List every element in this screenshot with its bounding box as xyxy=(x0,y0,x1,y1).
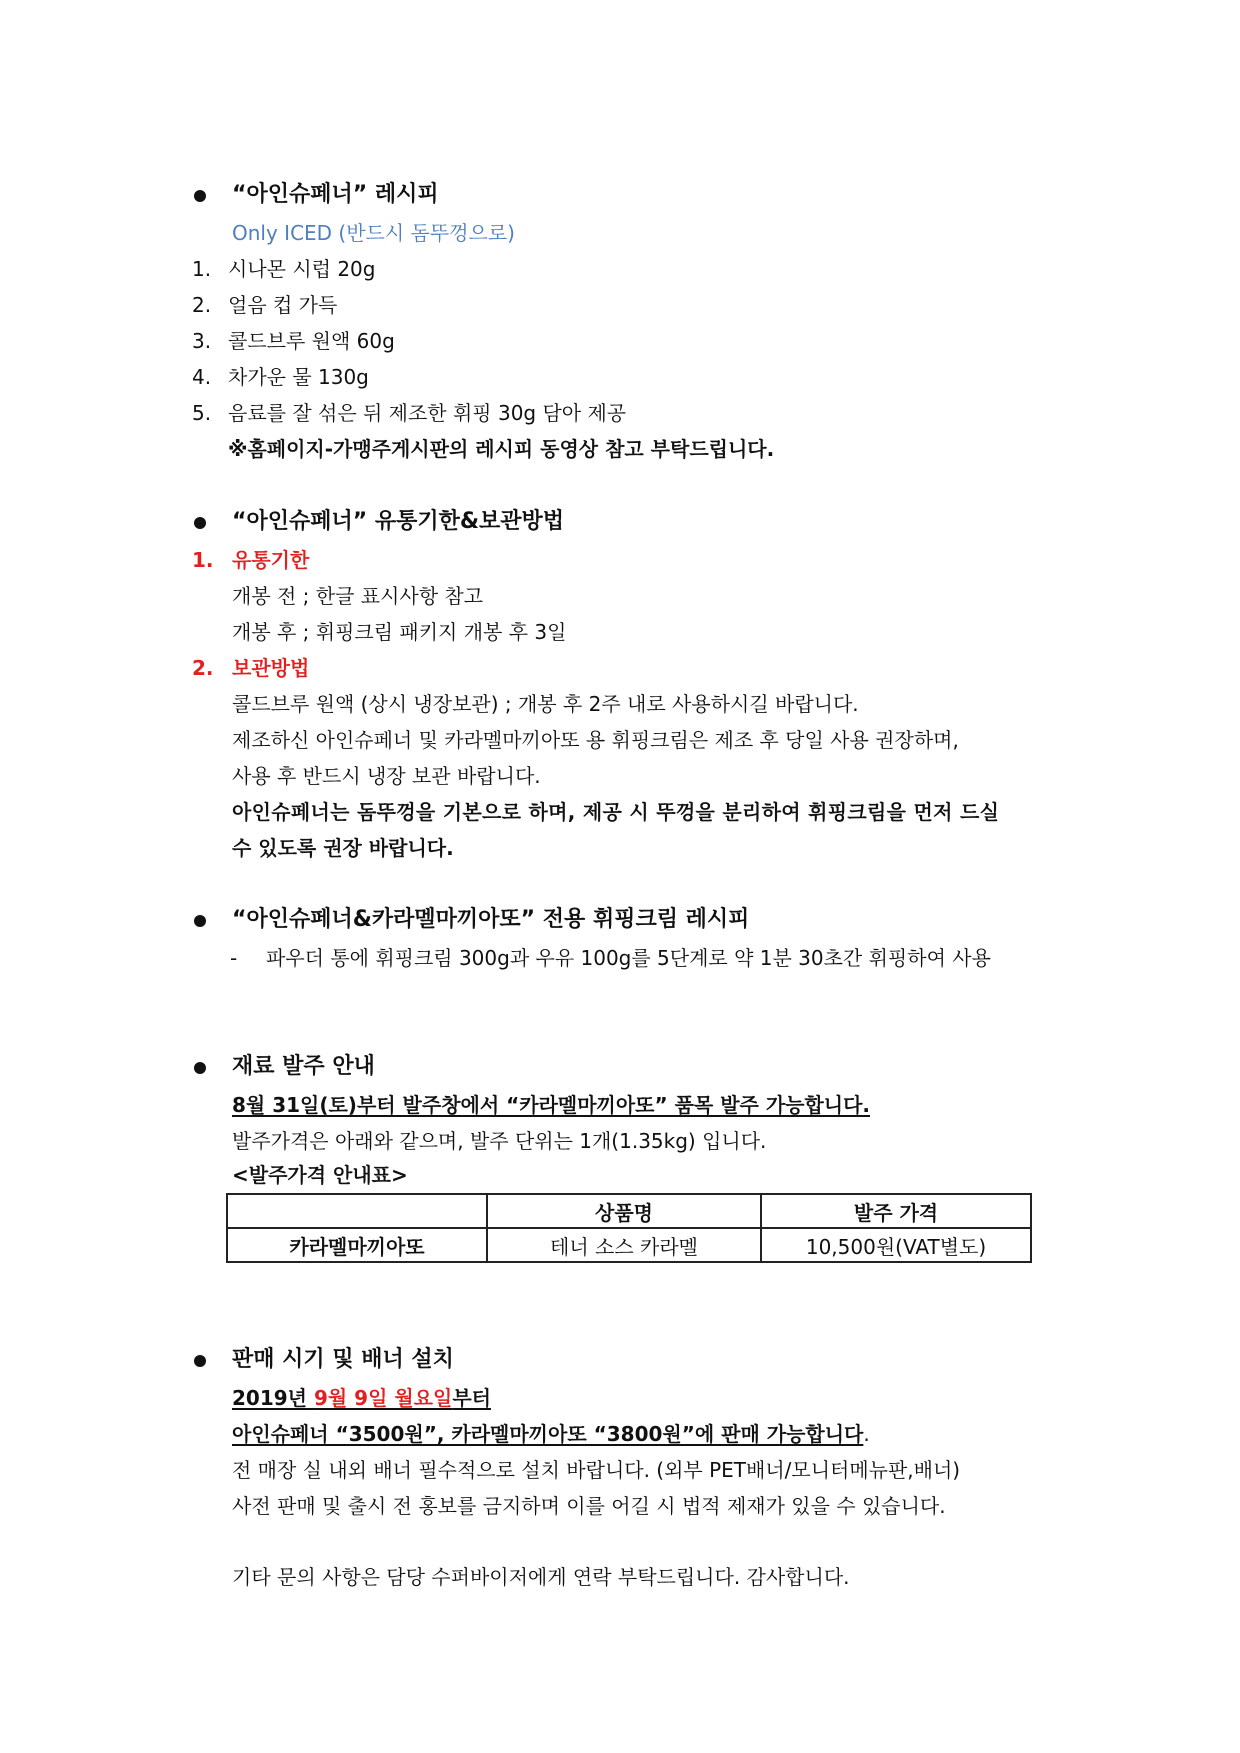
banner-instruction: 전 매장 실 내외 배너 필수적으로 설치 바랍니다. (외부 PET배너/모니터메뉴판,배너) xyxy=(232,1458,961,1482)
bullet-icon xyxy=(194,190,206,202)
table-cell-product: 카라멜마끼아또 xyxy=(227,1228,487,1262)
step-text: 음료를 잘 섞은 뒤 제조한 휘핑 30g 담아 제공 xyxy=(228,401,627,425)
price-table-caption: <발주가격 안내표> xyxy=(232,1163,408,1187)
sales-start-date xyxy=(232,1386,491,1410)
section-title-sales: 판매 시기 및 배너 설치 xyxy=(232,1347,454,1372)
date-suffix: 부터 xyxy=(452,1386,491,1410)
step-number: 3. xyxy=(192,329,212,353)
table-cell-item-name: 테너 소스 카라멜 xyxy=(487,1228,761,1262)
step-number: 4. xyxy=(192,365,212,389)
step-number: 1. xyxy=(192,257,212,281)
step-text: 콜드브루 원액 60g xyxy=(228,329,395,353)
storage-text: 사용 후 반드시 냉장 보관 바랍니다. xyxy=(232,764,541,788)
table-header-cell: 발주 가격 xyxy=(761,1194,1031,1228)
recipe-video-note: ※홈페이지-가맹주게시판의 레시피 동영상 참고 부탁드립니다. xyxy=(228,437,775,461)
sub-number: 2. xyxy=(192,656,214,680)
bullet-icon xyxy=(194,915,206,927)
table-header-cell xyxy=(227,1194,487,1228)
step-text: 얼음 컵 가득 xyxy=(228,293,338,317)
expiry-before-open: 개봉 전 ; 한글 표시사항 참고 xyxy=(232,584,484,608)
order-notice: 8월 31일(토)부터 발주창에서 “카라멜마끼아또” 품목 발주 가능합니다. xyxy=(232,1093,871,1117)
promotion-warning: 사전 판매 및 출시 전 홍보를 금지하며 이를 어길 시 법적 제재가 있을 수 있습니다. xyxy=(232,1494,946,1518)
section-title-storage: “아인슈페너” 유통기한&보관방법 xyxy=(232,509,565,534)
sub-heading-storage: 보관방법 xyxy=(232,656,310,680)
bullet-icon xyxy=(194,1062,206,1074)
expiry-after-open: 개봉 후 ; 휘핑크림 패키지 개봉 후 3일 xyxy=(232,620,567,644)
dome-lid-note: 아인슈페너는 돔뚜껑을 기본으로 하며, 제공 시 뚜껑을 분리하여 휘핑크림을 먼저 드실 xyxy=(232,800,1000,824)
section-title-whipping: “아인슈페너&카라멜마끼아또” 전용 휘핑크림 레시피 xyxy=(232,907,750,932)
dome-lid-note: 수 있도록 권장 바랍니다. xyxy=(232,836,454,860)
date-highlight: 9월 9일 월요일 xyxy=(313,1386,453,1410)
closing-text: 기타 문의 사항은 담당 수퍼바이저에게 연락 부탁드립니다. 감사합니다. xyxy=(232,1565,850,1589)
storage-text: 콜드브루 원액 (상시 냉장보관) ; 개봉 후 2주 내로 사용하시길 바랍니다. xyxy=(232,692,859,716)
storage-text: 제조하신 아인슈페너 및 카라멜마끼아또 용 휘핑크림은 제조 후 당일 사용 권장하며, xyxy=(232,728,959,752)
table-cell-price: 10,500원(VAT별도) xyxy=(761,1228,1031,1262)
step-number: 2. xyxy=(192,293,212,317)
bullet-icon xyxy=(194,517,206,529)
table-header-row xyxy=(227,1194,1031,1228)
dash-marker: - xyxy=(230,946,238,970)
step-text: 차가운 물 130g xyxy=(228,365,369,389)
sub-heading-expiry: 유통기한 xyxy=(232,548,310,572)
whipping-instructions: 파우더 통에 휘핑크림 300g과 우유 100g를 5단계로 약 1분 30초간 휘핑하여 사용 xyxy=(266,946,991,970)
price-table xyxy=(226,1193,1032,1263)
table-row xyxy=(227,1228,1031,1262)
sale-price-line xyxy=(232,1422,870,1446)
bullet-icon xyxy=(194,1355,206,1367)
step-text: 시나몬 시럽 20g xyxy=(228,257,376,281)
recipe-subtitle: Only ICED (반드시 돔뚜껑으로) xyxy=(232,221,515,245)
date-prefix: 2019년 xyxy=(232,1386,314,1410)
section-title-order: 재료 발주 안내 xyxy=(232,1054,375,1079)
order-unit-text: 발주가격은 아래와 같으며, 발주 단위는 1개(1.35kg) 입니다. xyxy=(232,1129,767,1153)
step-number: 5. xyxy=(192,401,212,425)
sub-number: 1. xyxy=(192,548,214,572)
section-title-recipe: “아인슈페너” 레시피 xyxy=(232,182,439,207)
table-header-cell: 상품명 xyxy=(487,1194,761,1228)
sale-price-period: . xyxy=(863,1422,870,1446)
sale-price-text: 아인슈페너 “3500원”, 카라멜마끼아또 “3800원”에 판매 가능합니다 xyxy=(232,1422,864,1446)
